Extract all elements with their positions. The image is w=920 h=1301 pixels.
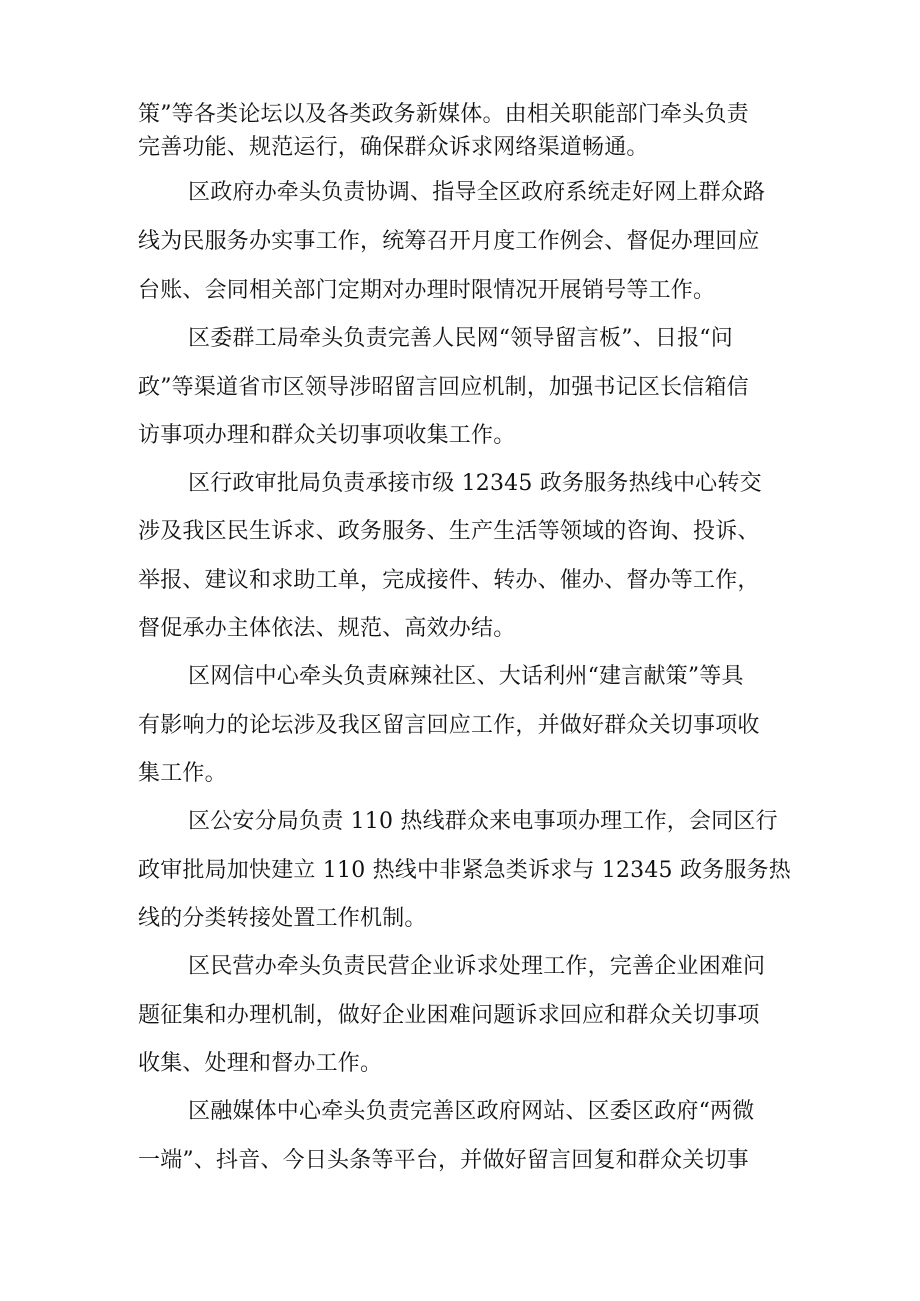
- text-line: 政”等渠道省市区领导涉昭留言回应机制，加强书记区长信箱信: [138, 375, 749, 400]
- text-line: 有影响力的论坛涉及我区留言回应工作，并做好群众关切事项收: [138, 713, 760, 738]
- text-line: 台账、会同相关部门定期对办理时限情况开展销号等工作。: [138, 278, 716, 303]
- text-line: 策”等各类论坛以及各类政务新媒体。由相关职能部门牵头负责: [138, 102, 749, 127]
- paragraph-first-line: 区行政审批局负责承接市级 12345 政务服务热线中心转交: [188, 471, 762, 496]
- text-line: 一端”、抖音、今日头条等平台，并做好留言回复和群众关切事: [138, 1148, 749, 1173]
- paragraph-first-line: 区政府办牵头负责协调、指导全区政府系统走好网上群众路: [188, 180, 766, 205]
- text-line: 访事项办理和群众关切事项收集工作。: [138, 423, 516, 448]
- paragraph-first-line: 区公安分局负责 110 热线群众来电事项办理工作，会同区行: [188, 809, 778, 834]
- text-line: 题征集和办理机制，做好企业困难问题诉求回应和群众关切事项: [138, 1003, 760, 1028]
- text-line: 收集、处理和督办工作。: [138, 1051, 383, 1076]
- paragraph-first-line: 区民营办牵头负责民营企业诉求处理工作，完善企业困难问: [188, 954, 766, 979]
- text-line: 完善功能、规范运行，确保群众诉求网络渠道畅通。: [138, 135, 649, 160]
- text-line: 线为民服务办实事工作，统筹召开月度工作例会、督促办理回应: [138, 229, 760, 254]
- paragraph-first-line: 区融媒体中心牵头负责完善区政府网站、区委区政府“两微: [188, 1099, 755, 1124]
- text-line: 集工作。: [138, 761, 227, 786]
- text-line: 举报、建议和求助工单，完成接件、转办、催办、督办等工作，: [138, 568, 760, 593]
- text-line: 涉及我区民生诉求、政务服务、生产生活等领域的咨询、投诉、: [138, 519, 760, 544]
- text-line: 线的分类转接处置工作机制。: [138, 906, 427, 931]
- text-line: 督促承办主体依法、规范、高效办结。: [138, 616, 516, 641]
- paragraph-first-line: 区网信中心牵头负责麻辣社区、大话利州“建言献策”等具: [188, 664, 744, 689]
- paragraph-first-line: 区委群工局牵头负责完善人民网“领导留言板”、日报“问: [188, 326, 733, 351]
- text-line: 政审批局加快建立 110 热线中非紧急类诉求与 12345 政务服务热: [138, 858, 791, 883]
